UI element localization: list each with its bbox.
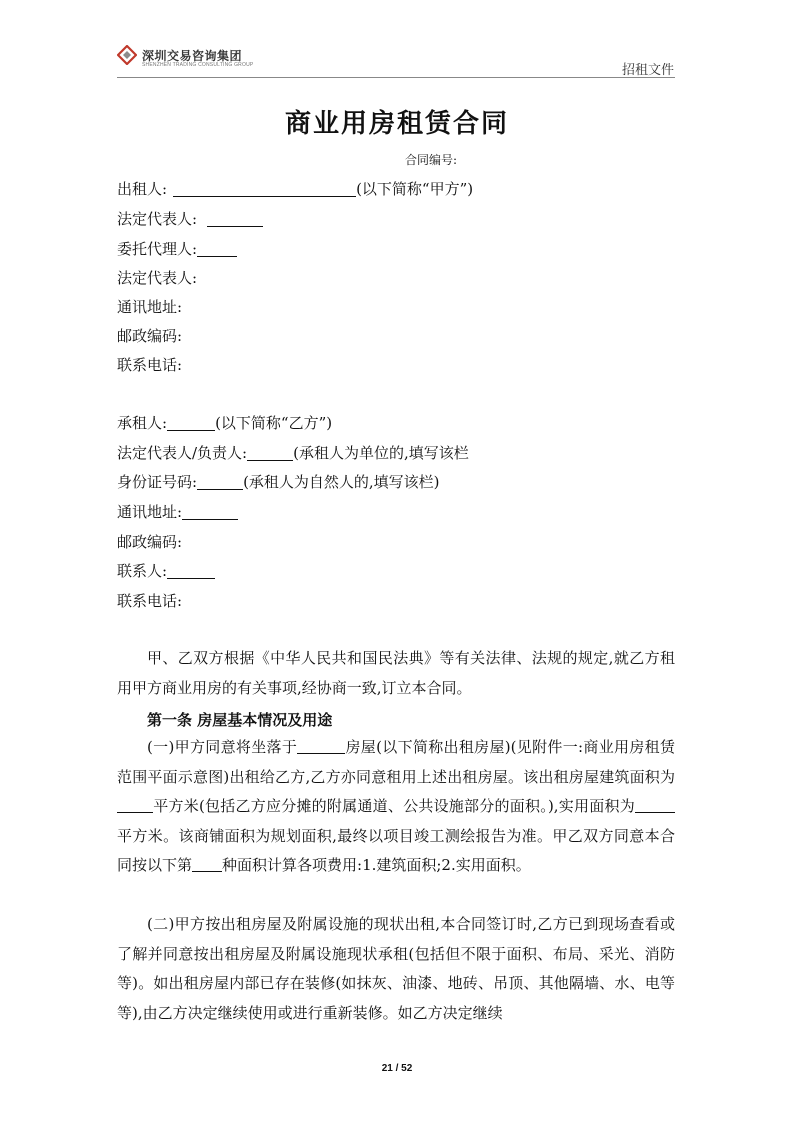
page-header (0, 0, 794, 80)
company-name-en: SHENZHEN TRADING CONSULTING GROUP (142, 62, 254, 68)
lessee-legal-rep-label: 法定代表人/负责人: (117, 444, 248, 462)
lessee-id-note: (承租人为自然人的,填写该栏) (243, 473, 440, 491)
lessee-id-label: 身份证号码: (117, 473, 198, 491)
lessee-name-blank (167, 414, 215, 431)
lessor-legal-rep-label: 法定代表人: (117, 210, 198, 228)
lessee-phone-label: 联系电话: (117, 592, 183, 610)
clause-1-text-d: 平方米。该商铺面积为规划面积,最终以项目竣工测绘报告为准。甲乙双方同意本合同按以下第 (117, 826, 675, 874)
lessor-agent-blank (197, 240, 237, 257)
lessee-postcode-line (117, 532, 182, 552)
lessor-agent-label: 委托代理人: (117, 240, 198, 258)
lessor-name-suffix: (以下简称“甲方”) (356, 180, 474, 198)
lessee-postcode-label: 邮政编码: (117, 533, 183, 551)
article-1-clause-1 (117, 733, 675, 881)
lessee-legal-rep-note: (承租人为单位的,填写该栏 (293, 444, 469, 462)
clause-1-text-c: 平方米(包括乙方应分摊的附属通道、公共设施部分的面积。),实用面积为 (153, 797, 635, 815)
lessor-address-line (117, 297, 182, 317)
clause-1-text-a: (一)甲方同意将坐落于 (147, 738, 298, 756)
clause-1-text-e: 种面积计算各项费用:1.建筑面积;2.实用面积。 (222, 856, 531, 874)
lessee-name-label: 承租人: (117, 414, 168, 432)
lessor-name-blank (173, 180, 356, 197)
lessor-agent-line (117, 239, 237, 259)
lessee-id-line (117, 472, 440, 492)
lessor-postcode-line (117, 326, 182, 346)
page-title: 商业用房租赁合同 (284, 109, 509, 139)
lessee-contact-label: 联系人: (117, 562, 168, 580)
lessee-address-label: 通讯地址: (117, 503, 183, 521)
company-name-cn: 深圳交易咨询集团 (142, 49, 243, 63)
lessee-contact-line (117, 561, 215, 581)
area-option-blank (192, 856, 222, 872)
lessee-legal-rep-blank (247, 444, 293, 461)
lessor-address-label: 通讯地址: (117, 298, 183, 316)
lessor-name-line (117, 179, 473, 199)
lessor-name-label: 出租人: (117, 180, 168, 198)
clause-1-text-b: 房屋(以下简称出租房屋)(见附件一:商业用房租赁范围平面示意图)出租给乙方,乙方亦同意租用上述出租房屋。该出租房屋建筑面积为 (117, 738, 675, 786)
lessee-address-line (117, 502, 238, 522)
document-tag: 招租文件 (621, 63, 674, 78)
header-divider (117, 77, 675, 78)
lessor-phone-line (117, 355, 182, 375)
article-1-heading: 第一条 房屋基本情况及用途 (147, 711, 333, 729)
lessee-legal-rep-line (117, 443, 469, 463)
lessee-phone-line (117, 591, 182, 611)
usable-area-blank (635, 797, 675, 813)
lessor-postcode-label: 邮政编码: (117, 327, 183, 345)
lessor-legal-rep-line (117, 209, 263, 229)
lessee-name-suffix: (以下简称“乙方”) (215, 414, 333, 432)
contract-number-label: 合同编号: (405, 153, 458, 167)
lessee-name-line (117, 413, 332, 433)
preamble-paragraph: 甲、乙双方根据《中华人民共和国民法典》等有关法律、法规的规定,就乙方租用甲方商业用房的有关事项,经协商一致,订立本合同。 (117, 649, 675, 697)
lessor-legal-rep-blank (207, 210, 263, 227)
lessee-contact-blank (167, 562, 215, 579)
lessee-address-blank (182, 503, 238, 520)
lessor-phone-label: 联系电话: (117, 356, 183, 374)
lessee-id-blank (197, 473, 243, 490)
lessor-legal-rep2-line (117, 268, 197, 288)
lessor-legal-rep2-label: 法定代表人: (117, 269, 198, 287)
building-area-blank (117, 797, 153, 813)
article-1-clause-2: (二)甲方按出租房屋及附属设施的现状出租,本合同签订时,乙方已到现场查看或了解并同意按出租房屋及附属设施现状承租(包括但不限于面积、布局、采光、消防等)。如出租房屋内部已存在装修(如抹灰、油漆、地砖、吊顶、其他隔墙、水、电等等),由乙方决定继续使用或进行重新装修。如乙方决定继续 (117, 915, 675, 1022)
company-logo-icon (117, 45, 137, 65)
page-number: 21 / 52 (381, 1063, 413, 1074)
location-blank (297, 738, 345, 754)
